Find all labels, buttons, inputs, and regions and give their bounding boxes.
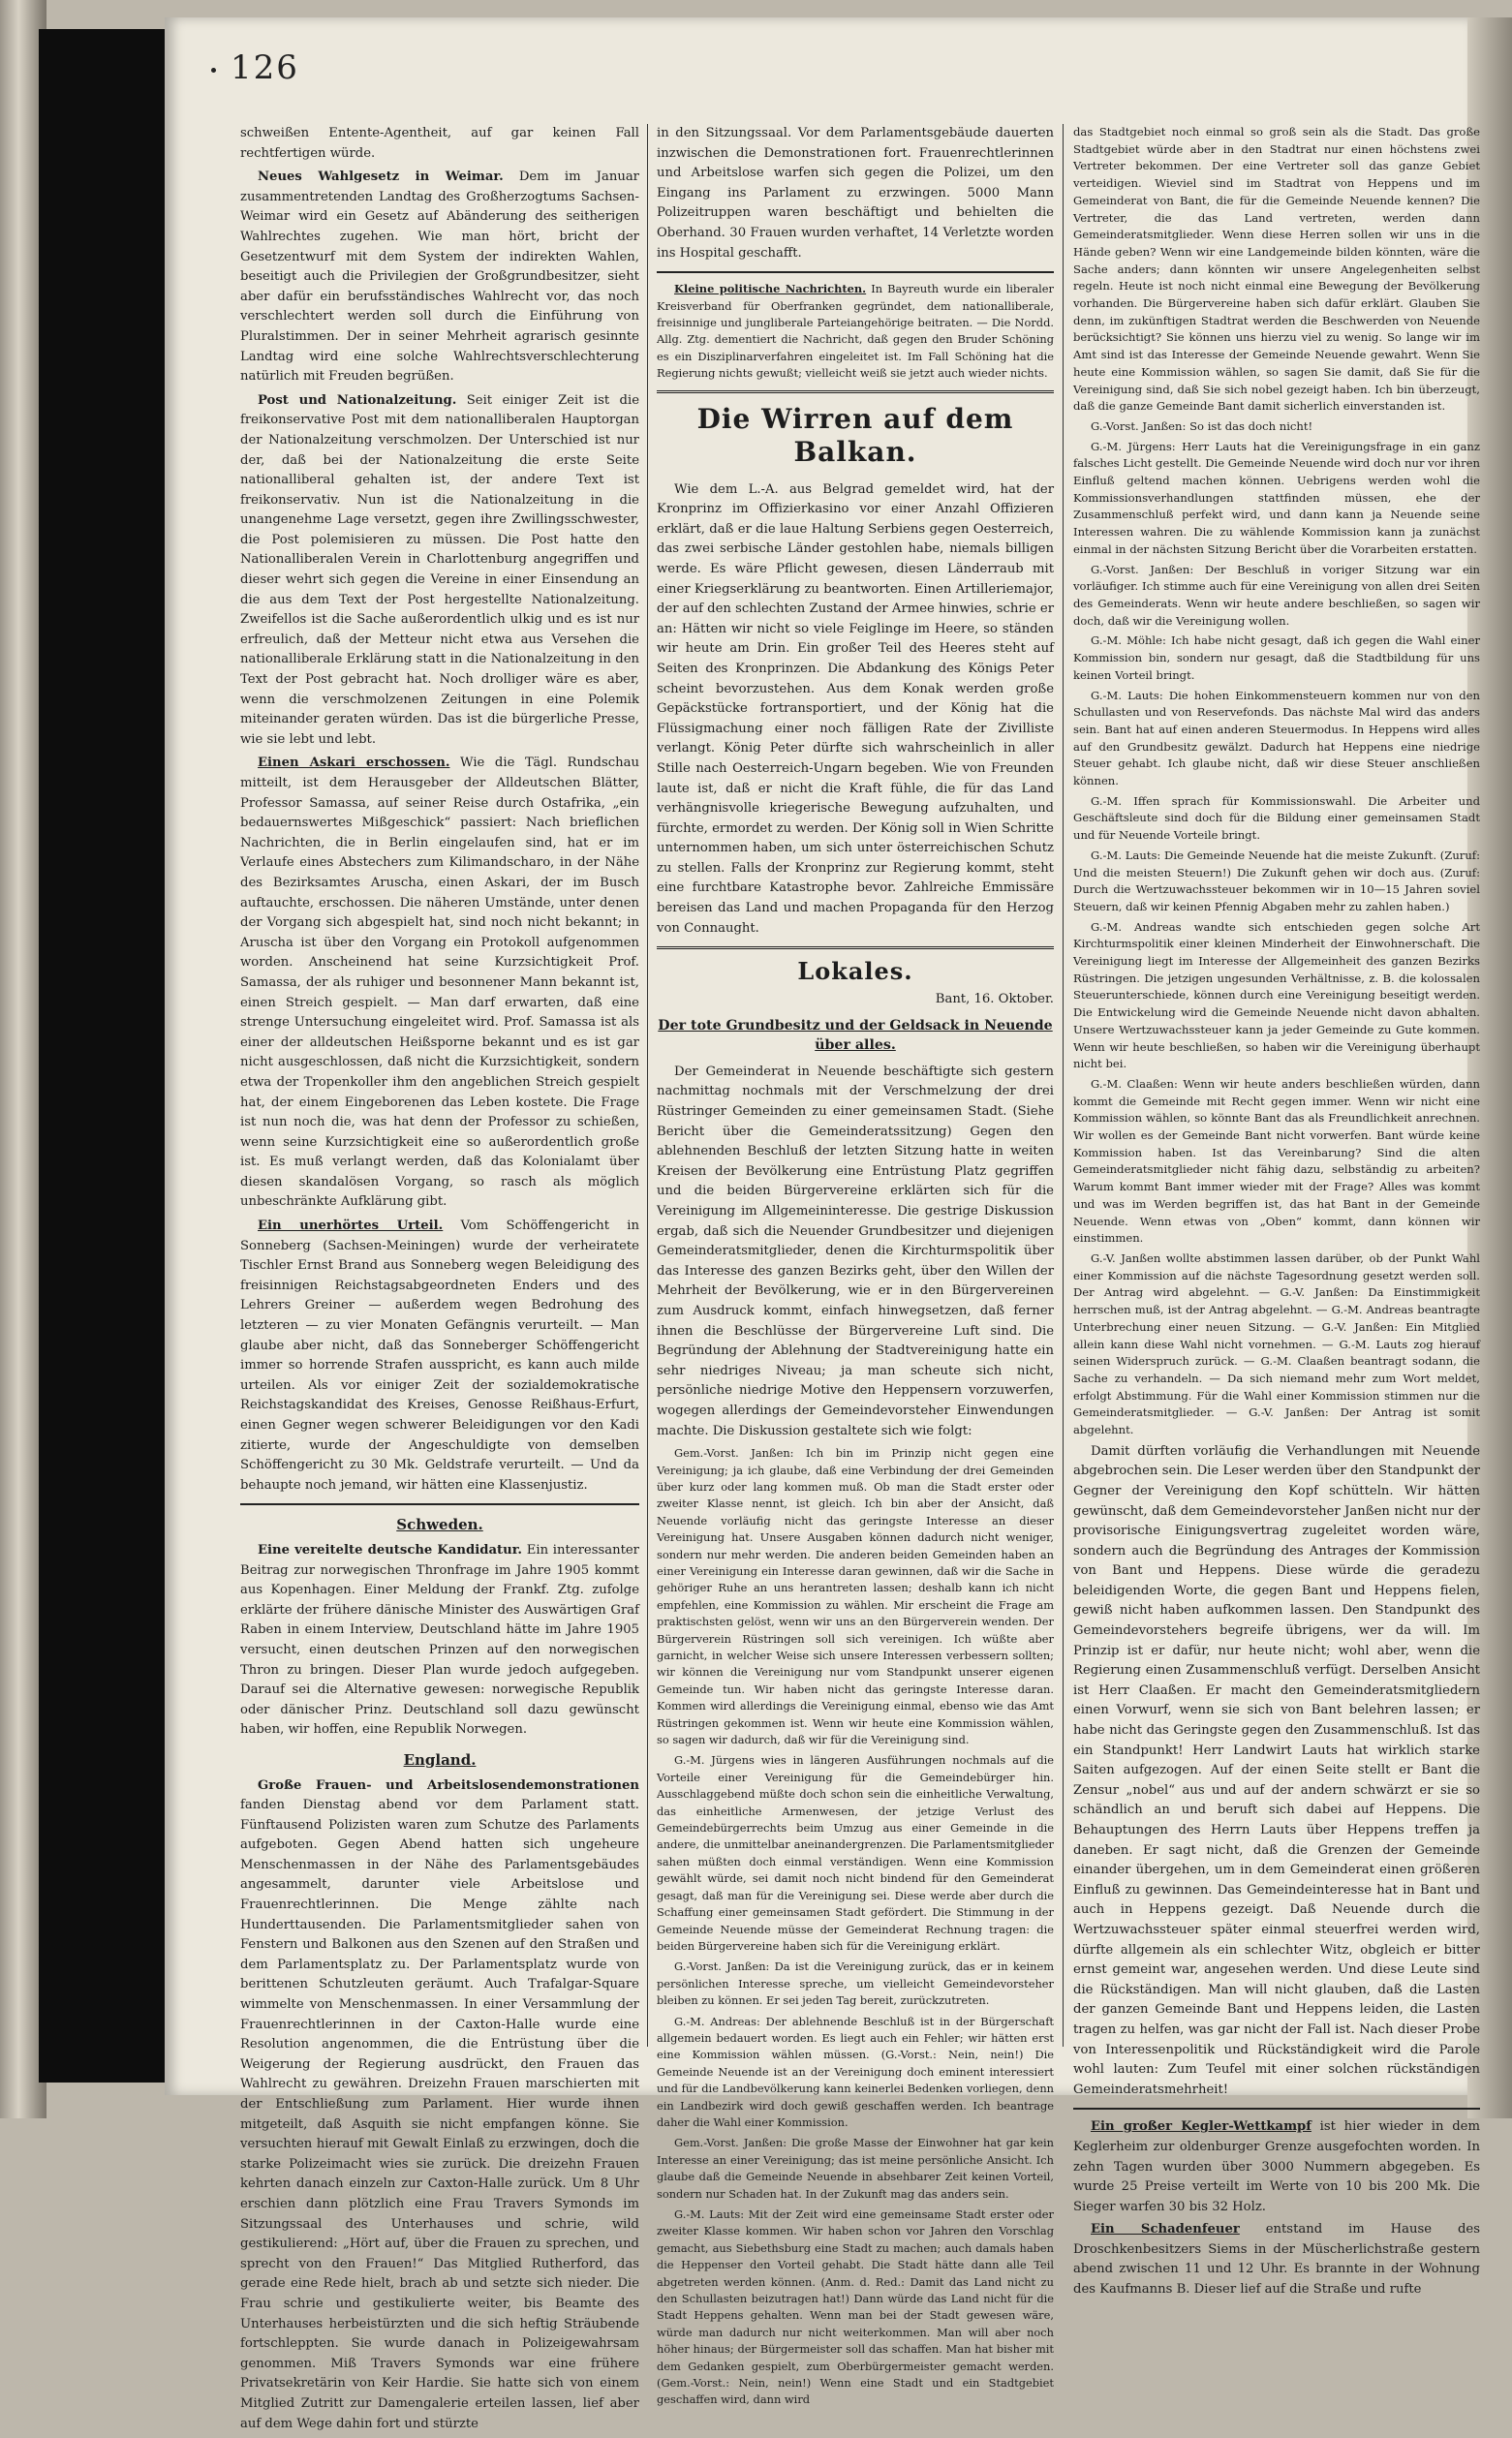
article-text: Dem im Januar zusammentretenden Landtag des Großherzogtums Sachsen-Weimar wird ein Gesetz auf Abänderung des seitherigen Wahlrechtes zugehen. Wie man hört, bricht der Gesetzentwurf mit dem System der indirekten Wahlen, beseitigt auch die Privilegien der Großgrundbesitzer, sieht aber dafür ein berufsständisches Wahlrecht vor, das noch verschlechtert werden soll durch die Einführung von Pluralstimmen. Der in seiner Mehrheit agrarisch gesinnte Landtag wird eine solche Wahlrechtsverschlechterung natürlich mit Freuden begrüßen. bbox=[240, 170, 639, 385]
protocol-paragraph: G.-V. Janßen wollte abstimmen lassen darüber, ob der Punkt Wahl einer Kommission auf die nächste Tagesordnung gesetzt werden soll. Der Antrag wird abgelehnt. — G.-V. Janßen: Da Einstimmigkeit herrschen muß, ist der Antrag abgelehnt. — G.-M. Andreas beantragte Unterbrechung einer neuen Sitzung. — G.-V. Janßen: Ein Mitglied allein kann diese Wahl nicht vornehmen. — G.-M. Lauts zog hierauf seinen Widerspruch zurück. — G.-M. Claaßen beantragt sodann, die Sache zu verhandeln. — Da sich niemand mehr zum Wort meldet, erfolgt Abstimmung. Für die Wahl einer Kommission stimmen nur die Gemeinderatsmitglieder. — G.-V. Janßen: Der Antrag ist somit abgelehnt. bbox=[1073, 1251, 1480, 1437]
article bbox=[240, 1541, 639, 1741]
protocol-paragraph: G.-M. Andreas wandte sich entschieden gegen solche Art Kirchturmspolitik einer kleinen Minderheit der Einwohnerschaft. Die Vereinigung liegt im Interesse der Allgemeinheit des ganzen Bezirks Rüstringen. Die jetzigen ungesunden Verhältnisse, z. B. die kolossalen Steuerunterschiede, können durch eine Vereinigung beseitigt werden. Die Entwickelung wird die Gemeinde Neuende nicht davon abhalten. Unsere Wertzuwachssteuer kann ja jeder Gemeinde zu Gute kommen. Wenn wir heute beschließen, so haben wir die Vereinigung überhaupt nicht bei. bbox=[1073, 919, 1480, 1071]
column-2 bbox=[657, 124, 1054, 2413]
section-heading: England. bbox=[403, 1750, 477, 1769]
paragraph: in den Sitzungssaal. Vor dem Parlamentsgebäude dauerten inzwischen die Demonstrationen fort. Frauenrechtlerinnen und Arbeitslose warfen sich gegen die Polizei, um den Eingang ins Parlament zu erzwingen. 5000 Mann Polizeitruppen waren beschäftigt und behielten die Oberhand. 30 Frauen wurden verhaftet, 14 Verletzte worden ins Hospital geschafft. bbox=[657, 126, 1054, 261]
section-heading: Schweden. bbox=[396, 1516, 483, 1534]
margin-dot bbox=[211, 68, 216, 73]
article bbox=[657, 281, 1054, 382]
article-heading: Eine vereitelte deutsche Kandidatur. bbox=[258, 1542, 523, 1558]
article bbox=[240, 1776, 639, 2435]
protocol-paragraph: G.-M. Iffen sprach für Kommissionswahl. Die Arbeiter und Geschäftsleute sind doch für die Bildung einer gemeinsamen Stadt und für Neuende Vorteile bringt. bbox=[1073, 793, 1480, 843]
article-heading: Ein großer Kegler-Wettkampf bbox=[1091, 2119, 1311, 2135]
article-text: Ein interessanter Beitrag zur norwegischen Thronfrage im Jahre 1905 kommt aus Kopenhagen. Einer Meldung der Frankf. Ztg. zufolge erklärte der frühere dänische Minister des Auswärtigen Graf Raben in einem Interview, Deutschland hätte im Jahre 1905 versucht, einen deutschen Prinzen auf den norwegischen Thron zu bringen. Dieser Plan wurde jedoch aufgegeben. Darauf sei die Alternative gewesen: norwegische Republik oder dänischer Prinz. Deutschland soll dazu gewünscht haben, wir hoffen, eine Republik Norwegen. bbox=[240, 1542, 639, 1738]
protocol-paragraph: G.-M. Jürgens: Herr Lauts hat die Vereinigungsfrage in ein ganz falsches Licht gestellt. Die Gemeinde Neuende wird doch nur vor ihren Einfluß geltend machen können. Uebrigens werden wohl die Kommissionsverhandlungen stattfinden müssen, ehe der Zusammenschluß perfekt wird, und dann kann ja Neuende seine Interessen wahren. Die zu wählende Kommission kann ja zunächst einmal in der nächsten Sitzung Bericht über die Vorarbeiten erstatten. bbox=[1073, 439, 1480, 556]
protocol-paragraph: G.-M. Claaßen: Wenn wir heute anders beschließen würden, dann kommt die Gemeinde mit Recht gegen immer. Wenn wir nicht eine Kommission wählen, so könnte Bant das als Freundlichkeit anrechnen. Wir wollen es der Gemeinde Bant nicht vorwerfen. Bant würde keine Kommission haben. Ist das Vereinbarung? Sind die alten Gemeinderatsmitglieder nicht fähig dazu, selbständig zu arbeiten? Warum kommt Bant immer wieder mit der Frage? Alles was kommt und was im Werden begriffen ist, das hat Bant in der Gemeinde Neuende. Wenn etwas von „Oben“ kommt, dann können wir einstimmen. bbox=[1073, 1076, 1480, 1246]
article bbox=[240, 754, 639, 1213]
divider bbox=[1073, 2108, 1480, 2110]
article-heading: Große Frauen- und Arbeitslosendemonstrationen bbox=[258, 1777, 639, 1793]
column-rule bbox=[1063, 124, 1064, 2047]
divider bbox=[657, 946, 1054, 949]
protocol-paragraph: G.-Vorst. Janßen: Der Beschluß in voriger Sitzung war ein vorläufiger. Ich stimme auch für eine Vereinigung von allen drei Seiten des Gemeinderats. Wenn wir heute andere beschließen, so sagen wir doch, daß wir die Vereinigung wollen. bbox=[1073, 562, 1480, 628]
protocol-paragraph: G.-M. Lauts: Die Gemeinde Neuende hat die meiste Zukunft. (Zuruf: Und die meisten Steuern!) Die Zukunft gehen wir doch aus. (Zuruf: Durch die Wertzuwachssteuer bekommen wir in 10—15 Jahren soviel Steuern, daß wir keinen Pfennig Abgaben mehr zu zahlen haben.) bbox=[1073, 848, 1480, 913]
protocol-paragraph: G.-M. Möhle: Ich habe nicht gesagt, daß ich gegen die Wahl einer Kommission bin, sondern nur gesagt, daß die Stadtbildung für uns keinen Vorteil bringt. bbox=[1073, 633, 1480, 682]
column-rule bbox=[647, 124, 648, 2047]
protocol-paragraph: G.-M. Lauts: Mit der Zeit wird eine gemeinsame Stadt erster oder zweiter Klasse kommen. Wir haben schon vor Jahren den Vorschlag gemacht, aus Siebethsburg eine Stadt zu machen; auch damals haben die Heppenser den Vorteil gehabt. Die Stadt hätte dann alle Teil abgetreten werden können. (Anm. d. Red.: Damit das Land nicht zu den Schullasten beizutragen hat!) Dann würde das Land nicht für die Stadt Heppens gehalten. Wenn man bei der Stadt gewesen wäre, würde man dadurch nur nicht weiterkommen. Man will aber noch höher hinaus; der Bürgermeister soll das schaffen. Man hat bisher mit dem Gedanken gespielt, zum Oberbürgermeister gemacht werden. (Gem.-Vorst.: Nein, nein!) Wenn eine Stadt und ein Stadtgebiet geschaffen wird, dann wird bbox=[657, 2207, 1054, 2407]
divider bbox=[657, 271, 1054, 273]
article bbox=[1073, 2220, 1480, 2299]
article bbox=[240, 1217, 639, 1496]
article-heading: Ein Schadenfeuer bbox=[1091, 2222, 1240, 2237]
protocol-paragraph: G.-M. Jürgens wies in längeren Ausführungen nochmals auf die Vorteile einer Vereinigung für die Gemeindebürger hin. Ausschlaggebend müßte doch schon sein die einheitliche Verwaltung, das einheitliche Armenwesen, der jetzige Verlust des Gemeindebürgerrechts beim Umzug aus einer Gemeinde in die andere, die unmittelbar aneinandergrenzen. Die Parlamentsmitglieder sahen müßten doch einmal verständigen. Wenn eine Kommission gewählt würde, sei damit noch nicht bindend für den Gemeinderat gesagt, daß man für die Vereinigung sei. Diese werde aber durch die Schaffung einer gemeinsamen Stadt gefördert. Die Stimmung in der Gemeinde Neuende müsse der Gemeinderat Rechnung tragen: die beiden Bürgervereine haben sich für die Vereinigung erklärt. bbox=[657, 1753, 1054, 1953]
article-text: Vom Schöffengericht in Sonneberg (Sachsen-Meiningen) wurde der verheiratete Tischler Ernst Brand aus Sonneberg wegen Beleidigung des freisinnigen Reichstagsabgeordneten Enders und des Lehrers Greiner — außerdem wegen Bedrohung des letzteren — zu vier Monaten Gefängnis verurteilt. — Man glaube aber nicht, daß das Sonneberger Schöffengericht immer so horrende Strafen ausspricht, es kann auch milde urteilen. Als vor einiger Zeit der sozialdemokratische Reichstagskandidat des Kreises, Genosse Reißhaus-Erfurt, einen Gegner wegen schwerer Beleidigungen vor den Kadi zitierte, wurde der Angeschuldigte von demselben Schöffengericht zu 30 Mk. Geldstrafe verurteilt. — Und da behaupte noch jemand, wir hätten eine Klassenjustiz. bbox=[240, 1219, 639, 1493]
article-text: fanden Dienstag abend vor dem Parlament statt. Fünftausend Polizisten waren zum Schutze des Parlaments aufgeboten. Gegen Abend hatten sich ungeheure Menschenmassen in der Nähe des Parlamentsgebäudes angesammelt, darunter viele Arbeitslose und Frauenrechtlerinnen. Die Menge zählte nach Hunderttausenden. Die Parlamentsmitglieder sahen von Fenstern und Balkonen aus den Szenen auf den Straßen und dem Parlamentsplatz zu. Der Parlamentsplatz wurde von berittenen Schutzleuten geräumt. Auch Trafalgar-Square wimmelte von Menschenmassen. In einer Versammlung der Frauenrechtlerinnen in der Caxton-Halle wurde eine Resolution angenommen, die die Entrüstung über die Weigerung der Regierung ausdrückt, den Frauen das Wahlrecht zu gewähren. Dreizehn Frauen marschierten mit der Entschließung zum Parlament. Hier wurde ihnen mitgeteilt, daß Asquith sie nicht empfangen könne. Sie versuchten hierauf mit Gewalt Einlaß zu erzwingen, doch die starke Polizeimacht wies sie zurück. Die dreizehn Frauen kehrten danach einzeln zur Caxton-Halle zurück. Um 8 Uhr erschien dann plötzlich eine Frau Travers Symonds im Sitzungssaal des Unterhauses und schrie, wild gestikulierend: „Hört auf, über die Frauen zu sprechen, und sprecht von den Frauen!“ Das Mitglied Rutherford, das gerade eine Rede hielt, brach ab und setzte sich nieder. Die Frau schrie und gestikulierte weiter, bis Beamte des Unterhauses herbeistürzten und die sich heftig Sträubende fortschleppten. Sie wurde danach in Polizeigewahrsam genommen. Miß Travers Symonds war eine frühere Privatsekretärin von Keir Hardie. Sie hatte sich von einem Mitglied Zutritt zur Damengalerie erteilen lassen, lief aber auf dem Wege dahin fort und stürzte bbox=[240, 1798, 639, 2431]
section-heading: Lokales. bbox=[797, 957, 913, 986]
article-heading: Neues Wahlgesetz in Weimar. bbox=[258, 170, 504, 185]
protocol-paragraph: Gem.-Vorst. Janßen: Ich bin im Prinzip nicht gegen eine Vereinigung; ja ich glaube, daß eine Verbindung der drei Gemeinden über kurz oder lang kommen muß. Ob man die Stadt erster oder zweiter Klasse nennt, ist gleich. Ich bin aber der Ansicht, daß Neuende vorläufig nicht das geringste Interesse an dieser Vereinigung hat. Unsere Ausgaben können dadurch nicht weniger, sondern nur mehr werden. Die anderen beiden Gemeinden haben an einer Vereinigung ein Interesse daran gewinnen, daß wir die Sache in gehöriger Ruhe an uns herantreten lassen; deshalb kann ich nicht empfehlen, eine Kommission zu wählen. Mir erscheint die Frage am praktischsten gelöst, wenn wir uns an den Bürgerverein wenden. Der Bürgerverein Rüstringen soll sich vereinigen. Ich wüßte aber garnicht, in welcher Weise sich unsere Interessen verbessern sollten; wir können die Vereinigung nur vom Standpunkt unserer eigenen Gemeinde tun. Wir haben nicht das geringste Interesse daran. Kommen wird allerdings die Vereinigung einmal, ebenso wie das Amt Rüstringen gekommen ist. Wenn wir heute eine Kommission wählen, so sagen wir dadurch, daß wir für die Vereinigung sind. bbox=[657, 1446, 1054, 1747]
column-3 bbox=[1073, 124, 1480, 2303]
article-heading: Ein unerhörtes Urteil. bbox=[258, 1219, 444, 1234]
article-text: Der Gemeinderat in Neuende beschäftigte sich gestern nachmittag nochmals mit der Verschmelzung der drei Rüstringer Gemeinden zu einer gemeinsamen Stadt. (Siehe Bericht über die Gemeinderatssitzung) Gegen den ablehnenden Beschluß der letzten Sitzung hatte in weiten Kreisen der Bevölkerung eine Entrüstung Platz gegriffen und die beiden Bürgervereine erklärten sich für die Vereinigung im Allgemeininteresse. Die gestrige Diskussion ergab, daß sich die Neuender Grundbesitzer und diejenigen Gemeinderatsmitglieder, denen die Kirchturmspolitik über das Interesse des ganzen Bezirks geht, über den Willen der Mehrheit der Bevölkerung, wie er in den Bürgervereinen zum Ausdruck kommt, einfach hinwegsetzen, daß ferner ihnen die Beschlüsse der Bürgervereine Luft sind. Die Begründung der Ablehnung der Stadtvereinigung hatte ein sehr niedriges Niveau; ja man scheute sich nicht, persönliche niedrige Motive den Heppensern vorzuwerfen, wogegen allerdings der Gemeindevorsteher Einwendungen machte. Die Diskussion gestaltete sich wie folgt: bbox=[657, 1064, 1054, 1438]
protocol-paragraph: G.-Vorst. Janßen: So ist das doch nicht! bbox=[1091, 418, 1313, 433]
book-binding bbox=[39, 29, 174, 2083]
paragraph: schweißen Entente-Agentheit, auf gar keinen Fall rechtfertigen würde. bbox=[240, 126, 639, 161]
article-text: entstand im Hause des Droschkenbesitzers Siems in der Müscherlichstraße gestern abend zwischen 11 und 12 Uhr. Es brannte in der Wohnung des Kaufmanns B. Dieser lief auf die Straße und rufte bbox=[1073, 2222, 1480, 2298]
protocol-paragraph: G.-M. Andreas: Der ablehnende Beschluß ist in der Bürgerschaft allgemein bedauert worden. Es liegt auch ein Fehler; wir hätten erst eine Kommission wählen müssen. (G.-Vorst.: Nein, nein!) Die Gemeinde Neuende ist an der Vereinigung doch eminent interessiert und für die Landbevölkerung kann keinerlei Bedenken vorliegen, denn ein Landbezirk wird doch gewiß geschaffen werden. Ich beantrage daher die Wahl einer Kommission. bbox=[657, 2014, 1054, 2129]
article-heading: Post und Nationalzeitung. bbox=[258, 392, 457, 408]
dateline: Bant, 16. Oktober. bbox=[935, 992, 1054, 1007]
protocol-paragraph: G.-M. Lauts: Die hohen Einkommensteuern kommen nur von den Schullasten und von Reservefonds. Das nächste Mal wird das anders sein. Bant hat auf einen anderen Steuermodus. In Heppens wird alles auf den Grundbesitz gewälzt. Dadurch hat Heppens eine niedrige Steuer gehabt. Ich glaube nicht, daß wir diese Steuer anschließen können. bbox=[1073, 688, 1480, 788]
article bbox=[1073, 2117, 1480, 2217]
column-1 bbox=[240, 124, 639, 2438]
protocol-paragraph: G.-Vorst. Janßen: Da ist die Vereinigung zurück, das er in keinem persönlichen Interesse spreche, um vielleicht Gemeindevorsteher bleiben zu können. Er sei jeden Tag bereit, zurückzutreten. bbox=[657, 1960, 1054, 2008]
commentary: Damit dürften vorläufig die Verhandlungen mit Neuende abgebrochen sein. Die Leser werden über den Standpunkt der Gegner der Vereinigung den Kopf schütteln. Wir hätten gewünscht, daß dem Gemeindevorsteher Janßen nicht nur der provisorische Einigungsvertrag zugeleitet worden wäre, sondern auch die Begründung des Antrages der Kommission von Bant und Heppens. Diese würde die geradezu beleidigenden Worte, die gegen Bant und Heppens fielen, gewiß nicht haben aufkommen lassen. Den Standpunkt des Gemeindevorstehers begreife übrigens, wer da will. Im Prinzip ist er dafür, nur heute nicht; wohl aber, wenn die Regierung einen Zusammenschluß verfügt. Derselben Ansicht ist Herr Claaßen. Er macht den Gemeinderatsmitgliedern einen Vorwurf, wenn sie sich von Bant belehren lassen; er habe nicht das Geringste gegen den Zusammenschluß. Ist das ein Standpunkt! Herr Landwirt Lauts hat wirklich starke Saiten aufgezogen. Auf der einen Seite stellt er Bant die Zensur „nobel“ aus und auf der andern schwärzt er sie so schändlich an und beruft sich dabei auf Heppens. Die Behauptungen des Herrn Lauts über Heppens treffen ja daneben. Er sagt nicht, daß die Grenzen der Gemeinde einander übergehen, um in dem Gemeinderat einen größeren Einfluß zu gewinnen. Das Gemeindeinteresse hat in Bant und auch in Heppens gezeigt. Daß Neuende durch die Wertzuwachssteuer später einmal steuerfrei werden wird, dürfte allgemein als ein schlechter Witz, obgleich er bitter ernst gemeint war, angesehen werden. Und diese Leute sind die Rückständigen. Man will nicht glauben, daß die Lasten der ganzen Gemeinde Bant und Heppens leiden, die Lasten tragen zu helfen, was gar nicht der Fall ist. Nach dieser Probe von Interessenpolitik und Rückständigkeit wird die Parole wohl lauten: Zum Teufel mit einer solchen rückständigen Gemeinderatsmehrheit! bbox=[1073, 1443, 1480, 2097]
headline: Die Wirren auf dem Balkan. bbox=[696, 402, 1014, 468]
article-heading: Einen Askari erschossen. bbox=[258, 756, 450, 771]
divider bbox=[657, 390, 1054, 393]
article-text: ist hier wieder in dem Keglerheim zur oldenburger Grenze ausgefochten worden. In zehn Tagen wurden über 3000 Nummern abgegeben. Es wurde 25 Preise verteilt im Werte von 10 bis 200 Mk. Die Sieger warfen 30 bis 32 Holz. bbox=[1073, 2119, 1480, 2214]
page-number: 126 bbox=[231, 48, 299, 87]
article-heading: Der tote Grundbesitz und der Geldsack in Neuende über alles. bbox=[658, 1017, 1053, 1053]
article-text: Wie die Tägl. Rundschau mitteilt, ist dem Herausgeber der Alldeutschen Blätter, Professor Samassa, auf seiner Reise durch Ostafrika, „ein bedauernswertes Mißgeschick“ passiert: Nach brieflichen Nachrichten, die in Berlin eingelaufen sind, hat er im Verlaufe eines Abstechers zum Kilimandscharo, in der Nähe des Bezirksamtes Aruscha, einen Askari, der im Busch auftauchte, erschossen. Die näheren Umstände, unter denen der Vorgang sich abgespielt hat, sind noch nicht bekannt; in Aruscha ist über den Vorgang ein Protokoll aufgenommen worden. Anscheinend hat seine Kurzsichtigkeit Prof. Samassa, der als ruhiger und besonnener Mann bekannt ist, einen Streich gespielt. — Man darf erwarten, daß eine strenge Untersuchung eingeleitet wird. Prof. Samassa ist als einer der alldeutschen Heißsporne bekannt und es ist gar nicht ausgeschlossen, daß nicht die Kurzsichtigkeit, sondern etwa der Tropenkoller ihm den angeblichen Streich gespielt hat, der einem Eingeborenen das Leben kostete. Die Frage ist nun noch die, was hat denn der Professor zu schießen, wenn seine Kurzsichtigkeit eine so außerordentlich große ist. Es muß verlangt werden, daß das Kolonialamt über diesen skandalösen Vorgang, so rasch als möglich unbeschränkte Aufklärung gibt. bbox=[240, 756, 639, 1210]
protocol-paragraph: Gem.-Vorst. Janßen: Die große Masse der Einwohner hat gar kein Interesse an einer Vereinigung; das ist meine persönliche Ansicht. Ich glaube daß die Gemeinde Neuende in absehbarer Zeit keinen Vorteil, sondern nur Schaden hat. In der Zukunft mag das anders sein. bbox=[657, 2136, 1054, 2201]
article bbox=[240, 168, 639, 387]
article-heading: Kleine politische Nachrichten. bbox=[674, 282, 867, 296]
protocol-paragraph: das Stadtgebiet noch einmal so groß sein als die Stadt. Das große Stadtgebiet würde aber in den Stadtrat nur einen höchstens zwei Vertreter bekommen. Der eine Vertreter soll das ganze Gebiet verteidigen. Wieviel sind im Stadtrat von Heppens und im Gemeinderat von Bant, die für die Gemeinde Neuende kennen? Die Vertreter, die das Land vertreten, werden dann Gemeinderatsmitglieder. Wenn diese Herren sollen wir uns in die Hände geben? Wenn wir eine Landgemeinde bilden könnten, wäre die Sache anders; dann könnten wir unsere Angelegenheiten selbst regeln. Heute ist noch nicht einmal eine Bewegung der Bevölkerung vorhanden. Die Bürgervereine haben sich dafür erklärt. Glauben Sie denn, im zukünftigen Stadtrat werden die Beschwerden von Neuende berücksichtigt? Sie können uns hierzu viel zu wenig. So lange wir im Amt sind ist das Interesse der Gemeinde Neuende gewahrt. Wenn Sie heute eine Kommission wählen, so sagen Sie damit, daß Sie für die Vereinigung sind, daß Sie sich nobel gezeigt haben. Ich bin überzeugt, daß die ganze Gemeinde Bant damit sicherlich einverstanden ist. bbox=[1073, 125, 1480, 414]
divider bbox=[240, 1503, 639, 1505]
article-text: Seit einiger Zeit ist die freikonservative Post mit dem nationalliberalen Hauptorgan der Nationalzeitung verschmolzen. Der Unterschied ist nur der, daß bei der Nationalzeitung die erste Seite nationalliberal gehalten ist, der andere Text ist freikonservativ. Nun ist die Nationalzeitung in die unangenehme Lage versetzt, gegen ihre Zwillingsschwester, die Post polemisieren zu müssen. Die Post hatte den Nationalliberalen Verein in Charlottenburg angegriffen und dieser wehrt sich gegen die Vereine in einer Einsendung an die aus dem Text der Post hergestellte Nationalzeitung. Zweifellos ist die Sache außerordentlich ulkig und es ist nur erfreulich, daß der Metteur nicht etwa aus Versehen die nationalliberale Erklärung statt in die Nationalzeitung in den Text der Post gebracht hat. Noch drolliger wäre es aber, wenn die verschmolzenen Zeitungen in eine Polemik miteinander geraten würden. Das ist die bürgerliche Presse, wie sie lebt und lebt. bbox=[240, 392, 639, 747]
article-text: In Bayreuth wurde ein liberaler Kreisverband für Oberfranken gegründet, dem nationalliberale, freisinnige und jungliberale Parteiangehörige beitraten. — Die Nordd. Allg. Ztg. dementiert die Nachricht, daß gegen den Bruder Schöning es ein Disziplinarverfahren eingeleitet ist. Im Fall Schöning hat die Regierung nichts gewußt; vielleicht weiß sie jetzt auch wieder nichts. bbox=[657, 282, 1054, 381]
article-text: Wie dem L.-A. aus Belgrad gemeldet wird, hat der Kronprinz im Offizierkasino vor einer Anzahl Offizieren erklärt, daß er die laue Haltung Serbiens gegen Oesterreich, das zwei serbische Länder gestohlen habe, niemals billigen werde. Es wäre Pflicht gewesen, diesen Länderraub mit einer Kriegserklärung zu beantworten. Einen Artilleriemajor, der auf den schlechten Zustand der Armee hinwies, schrie er an: Hätten wir nicht so viele Feiglinge im Heere, so ständen wir heute am Drin. Ein großer Teil des Heeres steht auf Seiten des Kronprinzen. Die Abdankung des Königs Peter scheint bevorzustehen. Aus dem Konak werden große Gepäckstücke fortransportiert, und der König hat die Flüssigmachung einer noch fälligen Rate der Zivilliste verlangt. König Peter dürfte sich wahrscheinlich in aller Stille nach Oesterreich-Ungarn begeben. Wie von Freunden laute ist, daß er nicht die Kraft fühle, die für das Land verhängnisvolle kriegerische Bewegung aufzuhalten, und fürchte, ermordet zu werden. Der König soll in Wien Schritte unternommen haben, um sich unter österreichischen Schutz zu stellen. Falls der Kronprinz zur Regierung kommt, steht eine furchtbare Katastrophe bevor. Zahlreiche Emmissäre bereisen das Land und machen Propaganda für den Herzog von Connaught. bbox=[657, 481, 1054, 936]
article bbox=[240, 391, 639, 751]
